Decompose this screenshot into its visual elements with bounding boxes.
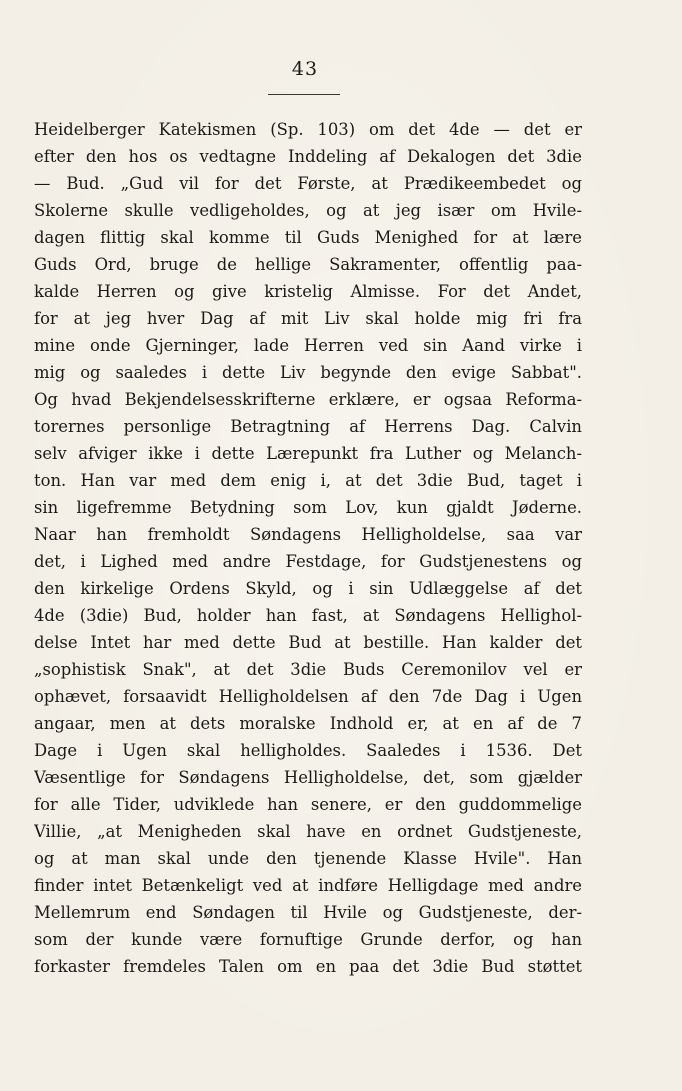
text-line: kalde Herren og give kristelig Almisse. For det Andet, [34, 282, 582, 301]
text-line: finder intet Betænkeligt ved at indføre Helligdage med andre [34, 876, 582, 895]
text-line: det, i Lighed med andre Festdage, for Gudstjenestens og [34, 552, 582, 571]
text-line: selv afviger ikke i dette Lærepunkt fra Luther og Melanch- [34, 444, 582, 463]
text-line: „sophistisk Snak", at det 3die Buds Ceremonilov vel er [34, 660, 582, 679]
text-line: Skolerne skulle vedligeholdes, og at jeg især om Hvile- [34, 201, 582, 220]
text-line: dagen flittig skal komme til Guds Menighed for at lære [34, 228, 582, 247]
text-line: Naar han fremholdt Søndagens Helligholdelse, saa var [34, 525, 582, 544]
page-number: 43 [291, 58, 319, 80]
text-line: Og hvad Bekjendelsesskrifterne erklære, er ogsaa Reforma- [34, 390, 582, 409]
text-line: mine onde Gjerninger, lade Herren ved sin Aand virke i [34, 336, 582, 355]
text-line: angaar, men at dets moralske Indhold er, at en af de 7 [34, 714, 582, 733]
text-line: sin ligefremme Betydning som Lov, kun gjaldt Jøderne. [34, 498, 582, 517]
text-line: Villie, „at Menigheden skal have en ordnet Gudstjeneste, [34, 822, 582, 841]
text-line: Væsentlige for Søndagens Helligholdelse, det, som gjælder [34, 768, 582, 787]
text-line: Guds Ord, bruge de hellige Sakramenter, offentlig paa- [34, 255, 582, 274]
text-line: for at jeg hver Dag af mit Liv skal holde mig fri fra [34, 309, 582, 328]
text-line: forkaster fremdeles Talen om en paa det 3die Bud støttet [34, 957, 582, 976]
text-line: ophævet, forsaavidt Helligholdelsen af den 7de Dag i Ugen [34, 687, 582, 706]
text-line: Mellemrum end Søndagen til Hvile og Gudstjeneste, der- [34, 903, 582, 922]
text-line: Dage i Ugen skal helligholdes. Saaledes i 1536. Det [34, 741, 582, 760]
body-text [34, 116, 582, 980]
text-line: den kirkelige Ordens Skyld, og i sin Udlæggelse af det [34, 579, 582, 598]
text-line: som der kunde være fornuftige Grunde derfor, og han [34, 930, 582, 949]
text-line: delse Intet har med dette Bud at bestille. Han kalder det [34, 633, 582, 652]
header-rule [268, 94, 340, 95]
text-line: torernes personlige Betragtning af Herrens Dag. Calvin [34, 417, 582, 436]
text-line: — Bud. „Gud vil for det Første, at Prædikeembedet og [34, 174, 582, 193]
text-line: 4de (3die) Bud, holder han fast, at Søndagens Hellighol- [34, 606, 582, 625]
text-line: Heidelberger Katekismen (Sp. 103) om det 4de — det er [34, 120, 582, 139]
text-line: for alle Tider, udviklede han senere, er den guddommelige [34, 795, 582, 814]
text-line: og at man skal unde den tjenende Klasse Hvile". Han [34, 849, 582, 868]
text-line: mig og saaledes i dette Liv begynde den evige Sabbat". [34, 363, 582, 382]
text-line: ton. Han var med dem enig i, at det 3die Bud, taget i [34, 471, 582, 490]
text-line: efter den hos os vedtagne Inddeling af Dekalogen det 3die [34, 147, 582, 166]
